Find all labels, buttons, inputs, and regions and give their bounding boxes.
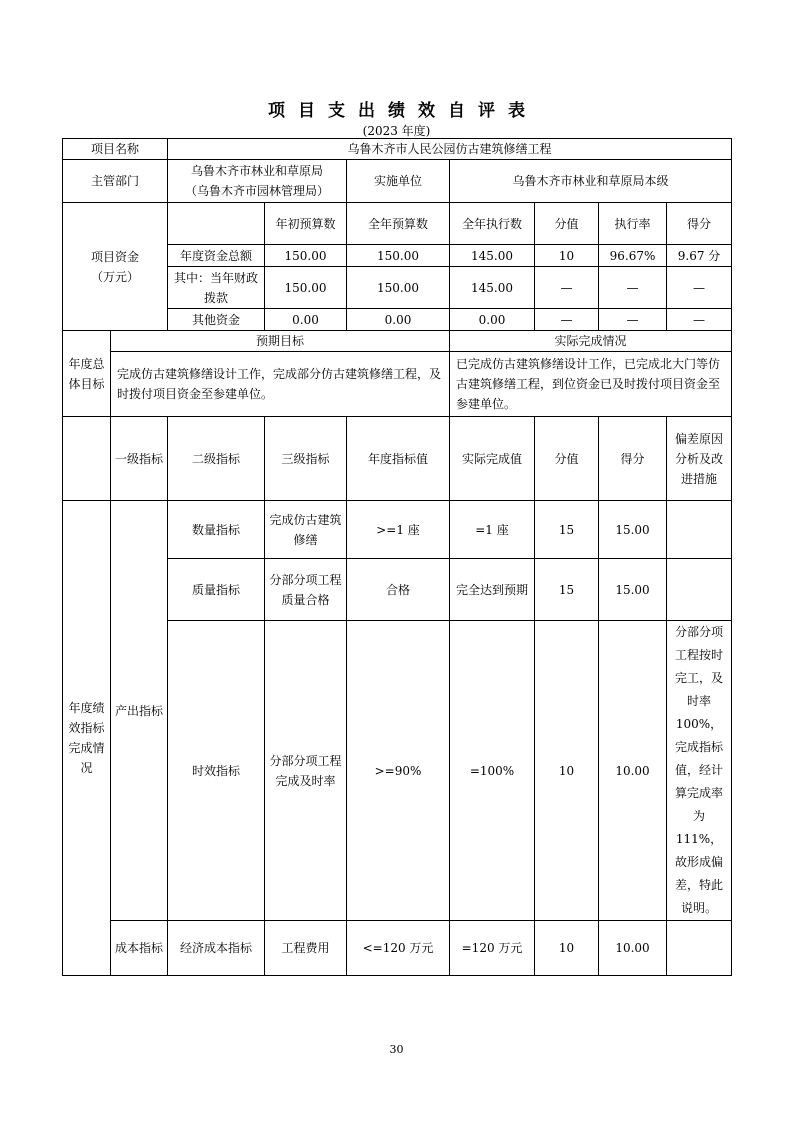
ind-actual: =120 万元 [450,921,535,976]
ind-header-points: 分值 [535,417,599,501]
dept-value-line1: 乌鲁木齐市林业和草原局 [191,164,324,178]
ind-note: 分部分项工程按时完工，及时率 100%，完成指标值，经计算完成率为 111%，故形成偏差，特此说明。 [667,621,732,921]
ind-level2: 经济成本指标 [168,921,265,976]
ind-score: 15.00 [599,501,667,559]
ind-target: <=120 万元 [347,921,450,976]
goals-expected-header: 预期目标 [111,331,450,352]
funds-rate: — [599,267,667,309]
goals-content-row [63,352,732,417]
funds-points: — [535,309,599,331]
dept-value-line2: （乌鲁木齐市园林管理局） [185,184,330,198]
ind-actual: =1 座 [450,501,535,559]
ind-header-level1: 一级指标 [111,417,168,501]
dept-value [168,160,347,203]
ind-level3: 工程费用 [265,921,347,976]
goals-expected-text: 完成仿古建筑修缮设计工作，完成部分仿古建筑修缮工程，及时拨付项目资金至参建单位。 [111,352,450,417]
funds-rate: 96.67% [599,245,667,267]
project-name-value: 乌鲁木齐市人民公园仿古建筑修缮工程 [168,139,732,160]
report-year: (2023 年度) [362,124,431,138]
ind-target: >=1 座 [347,501,450,559]
ind-actual: 完全达到预期 [450,559,535,621]
output-indicator-label: 产出指标 [111,501,168,921]
funds-label [63,203,168,331]
ind-points: 15 [535,559,599,621]
indicator-row-quantity [63,501,732,559]
funds-annual: 0.00 [347,309,450,331]
funds-header-score: 得分 [667,203,732,245]
funds-points: 10 [535,245,599,267]
funds-executed: 145.00 [450,245,535,267]
ind-header-level3: 三级指标 [265,417,347,501]
dept-label: 主管部门 [63,160,168,203]
funds-score: — [667,309,732,331]
ind-level3: 分部分项工程完成及时率 [265,621,347,921]
ind-points: 15 [535,501,599,559]
project-name-row [63,139,732,160]
ind-level3: 完成仿古建筑修缮 [265,501,347,559]
cost-indicator-label: 成本指标 [111,921,168,976]
funds-initial: 150.00 [265,267,347,309]
impl-value: 乌鲁木齐市林业和草原局本级 [450,160,732,203]
funds-score: 9.67 分 [667,245,732,267]
funds-label-line1: 项目资金 [91,249,140,264]
ind-level2: 时效指标 [168,621,265,921]
funds-rate: — [599,309,667,331]
funds-row-label: 其中：当年财政拨款 [168,267,265,309]
funds-executed: 145.00 [450,267,535,309]
ind-points: 10 [535,921,599,976]
ind-header-actual: 实际完成值 [450,417,535,501]
goals-actual-header: 实际完成情况 [450,331,732,352]
impl-label: 实施单位 [347,160,450,203]
indicators-section-label: 年度绩效指标完成情况 [63,501,111,976]
funds-header-row [63,203,732,245]
project-name-label: 项目名称 [63,139,168,160]
performance-table [62,138,732,976]
ind-header-deviation: 偏差原因分析及改进措施 [667,417,732,501]
ind-level2: 质量指标 [168,559,265,621]
funds-score: — [667,267,732,309]
indicators-header-row [63,417,732,501]
ind-target: 合格 [347,559,450,621]
ind-score: 15.00 [599,559,667,621]
goals-header-row [63,331,732,352]
funds-annual: 150.00 [347,245,450,267]
ind-note [667,501,732,559]
ind-score: 10.00 [599,921,667,976]
funds-label-line2: （万元） [91,269,140,284]
goals-actual-text: 已完成仿古建筑修缮设计工作，已完成北大门等仿古建筑修缮工程，到位资金已及时拨付项目资金至参建单位。 [450,352,732,417]
funds-row-label: 其他资金 [168,309,265,331]
department-row [63,160,732,203]
funds-annual: 150.00 [347,267,450,309]
funds-header-initial: 年初预算数 [265,203,347,245]
funds-points: — [535,267,599,309]
funds-header-executed: 全年执行数 [450,203,535,245]
funds-header-rate: 执行率 [599,203,667,245]
funds-header-annual: 全年预算数 [347,203,450,245]
page-title: 项目支出绩效自评表 [268,101,538,121]
ind-target: >=90% [347,621,450,921]
ind-note [667,559,732,621]
funds-initial: 150.00 [265,245,347,267]
funds-row-label: 年度资金总额 [168,245,265,267]
ind-level2: 数量指标 [168,501,265,559]
ind-points: 10 [535,621,599,921]
ind-score: 10.00 [599,621,667,921]
funds-initial: 0.00 [265,309,347,331]
funds-header-points: 分值 [535,203,599,245]
ind-note [667,921,732,976]
funds-header-blank [168,203,265,245]
indicators-header-blank [63,417,111,501]
ind-header-score: 得分 [599,417,667,501]
goals-label: 年度总体目标 [63,331,111,417]
funds-executed: 0.00 [450,309,535,331]
ind-level3: 分部分项工程质量合格 [265,559,347,621]
ind-actual: =100% [450,621,535,921]
ind-header-level2: 二级指标 [168,417,265,501]
page-number: 30 [389,1043,404,1056]
ind-header-target: 年度指标值 [347,417,450,501]
indicator-row-cost [63,921,732,976]
